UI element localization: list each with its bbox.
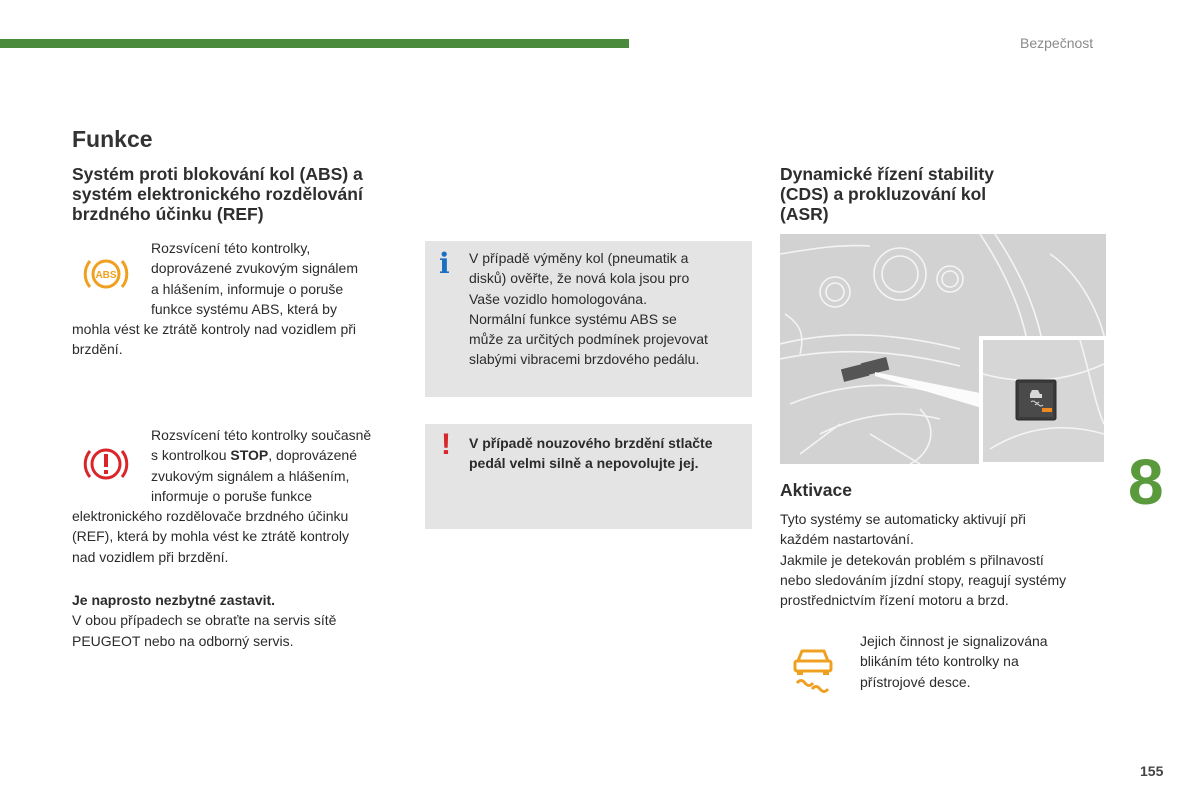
- ref-text-line: (REF), která by mohla vést ke ztrátě kontroly: [72, 528, 349, 545]
- abs-text-line: funkce systému ABS, která by: [151, 300, 337, 317]
- header-green-bar: [0, 39, 629, 48]
- section-title: Bezpečnost: [1020, 35, 1094, 51]
- info-text-line: Normální funkce systému ABS se: [469, 310, 677, 327]
- info-text-line: V případě výměny kol (pneumatik a: [469, 250, 689, 266]
- ref-text-line: elektronického rozdělovače brzdného účinku: [72, 508, 349, 524]
- dashboard-switch-illustration: [780, 234, 1106, 464]
- info-text-line: může za určitých podmínek projevovat: [469, 331, 708, 348]
- info-icon: i: [439, 247, 450, 280]
- abs-warning-icon: [82, 253, 130, 295]
- ref-text-line: nad vozidlem při brzdění.: [72, 548, 229, 565]
- svg-text:ABS: ABS: [95, 270, 117, 281]
- ref-stop-suffix: , doprovázené: [268, 447, 357, 464]
- page-title: Funkce: [72, 126, 153, 152]
- warning-text-line: V případě nouzového brzdění stlačte: [469, 435, 713, 451]
- stop-instruction: Je naprosto nezbytné zastavit.: [72, 592, 276, 608]
- abs-text-line: mohla vést ke ztrátě kontroly nad vozidlem při: [72, 321, 357, 337]
- ref-text-line: informuje o poruše funkce: [151, 487, 313, 504]
- abs-text-line: Rozsvícení této kontrolky,: [151, 240, 311, 256]
- warning-icon: !: [441, 428, 451, 461]
- ref-text-line: zvukovým signálem a hlášením,: [151, 467, 350, 484]
- activation-text-line: prostřednictvím řízení motoru a brzd.: [780, 592, 1009, 609]
- lamp-text-line: blikáním této kontrolky na: [860, 653, 1019, 670]
- lamp-text-line: přístrojové desce.: [860, 673, 971, 690]
- info-text-line: slabými vibracemi brzdového pedálu.: [469, 351, 700, 368]
- ref-stop-prefix: s kontrolkou: [151, 447, 231, 464]
- stop-text-line: V obou případech se obraťte na servis sítě: [72, 612, 337, 629]
- activation-title: Aktivace: [780, 480, 852, 500]
- stop-word: STOP: [230, 447, 269, 464]
- brake-warning-icon: [82, 442, 130, 486]
- activation-text-line: nebo sledováním jízdní stopy, reagují systémy: [780, 571, 1067, 588]
- abs-text-line: a hlášením, informuje o poruše: [151, 280, 344, 297]
- ref-stop-line: [151, 445, 371, 465]
- page-number: 155: [1140, 763, 1164, 779]
- stop-text-line: PEUGEOT nebo na odborný servis.: [72, 632, 294, 649]
- cds-heading-line: (ASR): [780, 204, 829, 224]
- abs-text-line: brzdění.: [72, 341, 123, 358]
- abs-heading: Systém proti blokování kol (ABS) a systém elektronického rozdělování brzdného účinku (REF): [72, 164, 363, 224]
- cds-heading-line: Dynamické řízení stability: [780, 164, 994, 184]
- lamp-text-line: Jejich činnost je signalizována: [860, 633, 1048, 649]
- info-text-line: disků) ověřte, že nová kola jsou pro: [469, 270, 690, 287]
- activation-text-line: Tyto systémy se automaticky aktivují při: [780, 511, 1026, 527]
- activation-text-line: Jakmile je detekován problém s přilnavostí: [780, 551, 1044, 568]
- info-text-line: Vaše vozidlo homologována.: [469, 290, 647, 307]
- abs-text-line: doprovázené zvukovým signálem: [151, 260, 358, 277]
- cds-heading-line: (CDS) a prokluzování kol: [780, 184, 987, 204]
- warning-box: [425, 424, 752, 529]
- chapter-number: 8: [1128, 446, 1164, 518]
- activation-text-line: každém nastartování.: [780, 531, 914, 548]
- warning-text-line: pedál velmi silně a nepovolujte jej.: [469, 455, 699, 472]
- stability-control-icon: [788, 645, 838, 695]
- info-box: [425, 241, 752, 397]
- ref-text-line: Rozsvícení této kontrolky současně: [151, 427, 372, 443]
